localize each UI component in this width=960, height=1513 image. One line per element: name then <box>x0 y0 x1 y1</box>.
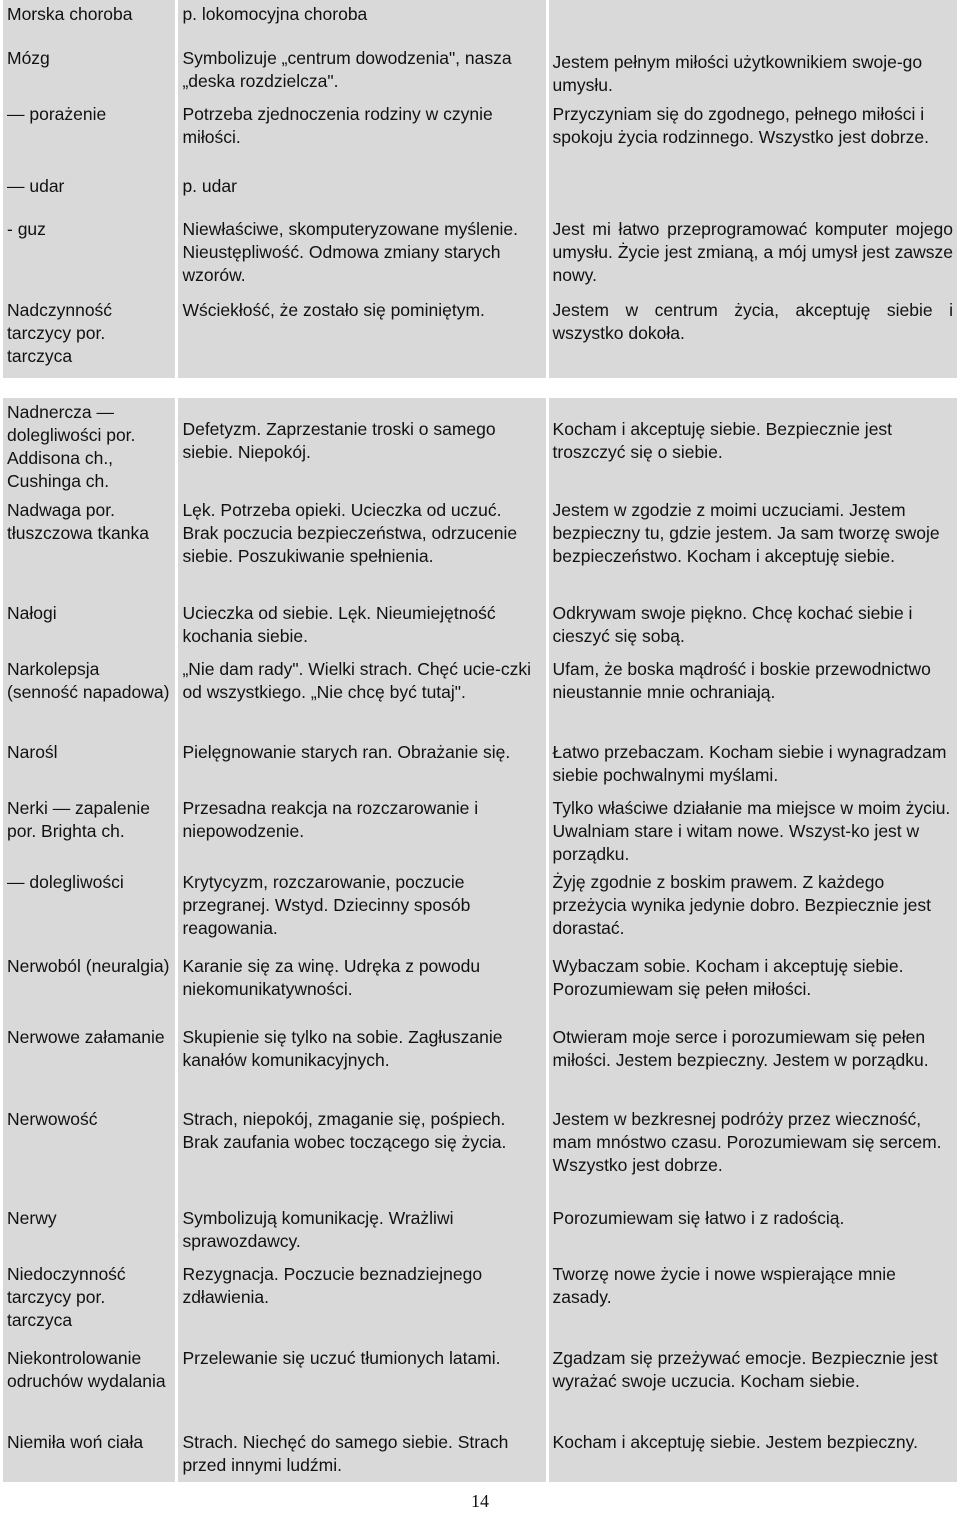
cause-cell: p. lokomocyjna choroba <box>178 0 545 44</box>
cause-cell: Karanie się za winę. Udręka z powodu niekomunikatywności. <box>178 952 545 1023</box>
condition-cell: Nadwaga por. tłuszczowa tkanka <box>3 496 175 599</box>
affirmation-cell: Otwieram moje serce i porozumiewam się pełen miłości. Jestem bezpieczny. Jestem w porządku. <box>549 1023 957 1105</box>
affirmation-cell: Kocham i akceptuję siebie. Jestem bezpieczny. <box>549 1428 957 1482</box>
table-row <box>3 398 957 496</box>
table-row <box>3 496 957 599</box>
condition-cell: Narkolepsja (senność napadowa) <box>3 655 175 738</box>
affirmation-cell: Wybaczam sobie. Kocham i akceptuję siebie. Porozumiewam się pełen miłości. <box>549 952 957 1023</box>
condition-cell: Nerwowe załamanie <box>3 1023 175 1105</box>
table-row <box>3 1204 957 1260</box>
table-row <box>3 655 957 738</box>
affirmation-cell: Tworzę nowe życie i nowe wspierające mnie zasady. <box>549 1260 957 1344</box>
cause-cell: Niewłaściwe, skomputeryzowane myślenie. Nieustępliwość. Odmowa zmiany starych wzorów. <box>178 210 545 296</box>
condition-cell: Niekontrolowanie odruchów wydalania <box>3 1344 175 1428</box>
cause-cell: Defetyzm. Zaprzestanie troski o samego siebie. Niepokój. <box>178 398 545 496</box>
table-row <box>3 1023 957 1105</box>
cause-cell: Skupienie się tylko na sobie. Zagłuszanie kanałów komunikacyjnych. <box>178 1023 545 1105</box>
table-row <box>3 100 957 172</box>
cause-cell: Pielęgnowanie starych ran. Obrażanie się. <box>178 738 545 794</box>
remedy-table-bottom-body <box>3 398 957 1482</box>
remedy-table-top-body <box>3 0 957 378</box>
table-row <box>3 794 957 868</box>
condition-cell: Nadnercza — dolegliwości por. Addisona ch., Cushinga ch. <box>3 398 175 496</box>
cause-cell: Ucieczka od siebie. Lęk. Nieumiejętność kochania siebie. <box>178 599 545 655</box>
condition-cell: Mózg <box>3 44 175 100</box>
affirmation-cell <box>549 0 957 44</box>
cause-cell: Krytycyzm, rozczarowanie, poczucie przegranej. Wstyd. Dziecinny sposób reagowania. <box>178 868 545 952</box>
remedy-table-top <box>0 0 960 378</box>
affirmation-cell: Jest mi łatwo przeprogramować komputer mojego umysłu. Życie jest zmianą, a mój umysł jest zawsze nowy. <box>549 210 957 296</box>
table-row <box>3 1105 957 1204</box>
affirmation-cell: Żyję zgodnie z boskim prawem. Z każdego przeżycia wynika jedynie dobro. Bezpiecznie jest dorastać. <box>549 868 957 952</box>
condition-cell: Nałogi <box>3 599 175 655</box>
condition-cell: - guz <box>3 210 175 296</box>
page-number: 14 <box>471 1491 489 1511</box>
affirmation-cell: Jestem w zgodzie z moimi uczuciami. Jestem bezpieczny tu, gdzie jestem. Ja sam tworzę swoje bezpieczeństwo. Kocham i akceptuję siebie. <box>549 496 957 599</box>
cause-cell: Przesadna reakcja na rozczarowanie i niepowodzenie. <box>178 794 545 868</box>
cause-cell: Strach. Niechęć do samego siebie. Strach przed innymi ludźmi. <box>178 1428 545 1482</box>
table-row <box>3 868 957 952</box>
cause-cell: Potrzeba zjednoczenia rodziny w czynie miłości. <box>178 100 545 172</box>
condition-cell: Nerki — zapalenie por. Brighta ch. <box>3 794 175 868</box>
cause-cell: Przelewanie się uczuć tłumionych latami. <box>178 1344 545 1428</box>
cause-cell: Lęk. Potrzeba opieki. Ucieczka od uczuć. Brak poczucia bezpieczeństwa, odrzucenie siebie. Poszukiwanie spełnienia. <box>178 496 545 599</box>
affirmation-cell: Przyczyniam się do zgodnego, pełnego miłości i spokoju życia rodzinnego. Wszystko jest dobrze. <box>549 100 957 210</box>
cause-cell: Rezygnacja. Poczucie beznadziejnego zdławienia. <box>178 1260 545 1344</box>
condition-cell: — dolegliwości <box>3 868 175 952</box>
table-row <box>3 44 957 100</box>
condition-cell: Niedoczynność tarczycy por. tarczyca <box>3 1260 175 1344</box>
condition-cell: Nerwowość <box>3 1105 175 1204</box>
affirmation-cell: Kocham i akceptuję siebie. Bezpiecznie jest troszczyć się o siebie. <box>549 398 957 496</box>
affirmation-cell: Jestem w centrum życia, akceptuję siebie i wszystko dokoła. <box>549 296 957 378</box>
remedy-table-bottom <box>0 398 960 1482</box>
cause-cell: „Nie dam rady". Wielki strach. Chęć ucie-czki od wszystkiego. „Nie chcę być tutaj". <box>178 655 545 738</box>
affirmation-cell: Zgadzam się przeżywać emocje. Bezpiecznie jest wyrażać swoje uczucia. Kocham siebie. <box>549 1344 957 1428</box>
table-row <box>3 296 957 378</box>
cause-cell: Symbolizują komunikację. Wrażliwi sprawozdawcy. <box>178 1204 545 1260</box>
affirmation-cell: Odkrywam swoje piękno. Chcę kochać siebie i cieszyć się sobą. <box>549 599 957 655</box>
condition-cell: — udar <box>3 172 175 210</box>
condition-cell: Nadczynność tarczycy por. tarczyca <box>3 296 175 378</box>
table-row <box>3 1428 957 1482</box>
cause-cell: Symbolizuje „centrum dowodzenia", nasza „deska rozdzielcza". <box>178 44 545 100</box>
condition-cell: Nerwy <box>3 1204 175 1260</box>
table-row <box>3 599 957 655</box>
cause-cell: p. udar <box>178 172 545 210</box>
condition-cell: Niemiła woń ciała <box>3 1428 175 1482</box>
affirmation-cell: Jestem pełnym miłości użytkownikiem swoje-go umysłu. <box>549 44 957 100</box>
table-row <box>3 1344 957 1428</box>
affirmation-cell: Jestem w bezkresnej podróży przez wieczność, mam mnóstwo czasu. Porozumiewam się sercem. Wszystko jest dobrze. <box>549 1105 957 1204</box>
condition-cell: Nerwoból (neuralgia) <box>3 952 175 1023</box>
table-row <box>3 1260 957 1344</box>
affirmation-cell: Tylko właściwe działanie ma miejsce w moim życiu. Uwalniam stare i witam nowe. Wszyst-ko jest w porządku. <box>549 794 957 868</box>
condition-cell: Narośl <box>3 738 175 794</box>
cause-cell: Strach, niepokój, zmaganie się, pośpiech. Brak zaufania wobec toczącego się życia. <box>178 1105 545 1204</box>
cause-cell: Wściekłość, że zostało się pominiętym. <box>178 296 545 378</box>
table-row <box>3 952 957 1023</box>
affirmation-cell: Porozumiewam się łatwo i z radością. <box>549 1204 957 1260</box>
affirmation-cell: Ufam, że boska mądrość i boskie przewodnictwo nieustannie mnie ochraniają. <box>549 655 957 738</box>
condition-cell: — porażenie <box>3 100 175 172</box>
table-row <box>3 210 957 296</box>
affirmation-cell: Łatwo przebaczam. Kocham siebie i wynagradzam siebie pochwalnymi myślami. <box>549 738 957 794</box>
condition-cell: Morska choroba <box>3 0 175 44</box>
table-row <box>3 0 957 44</box>
table-row <box>3 738 957 794</box>
